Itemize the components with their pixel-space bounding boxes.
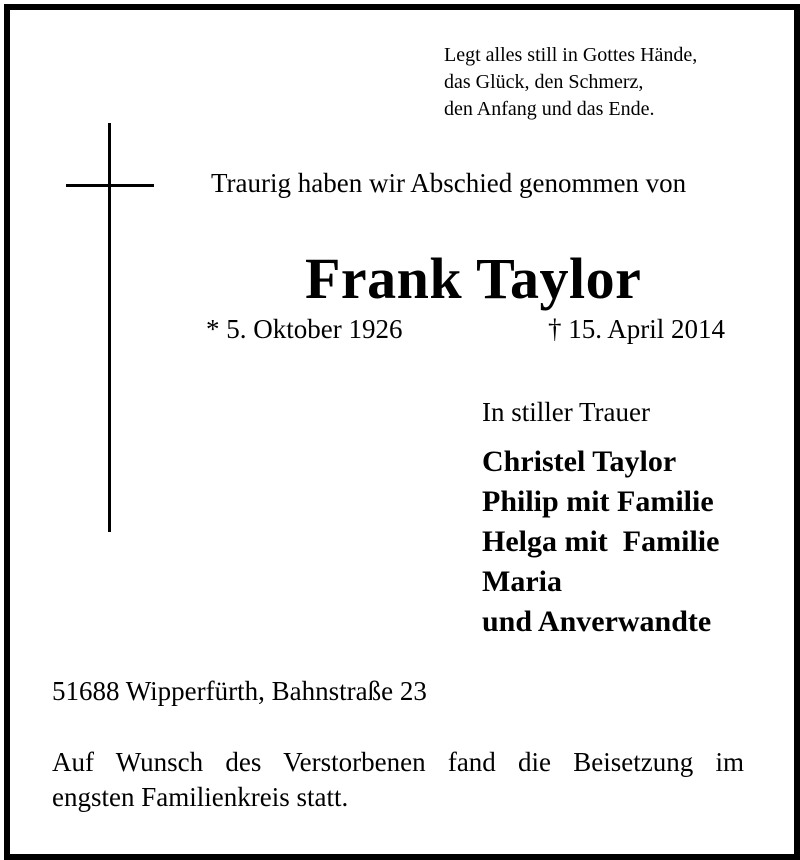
note-line: engsten Familienkreis statt.: [52, 782, 349, 812]
mourner: Maria: [482, 565, 562, 598]
mourners-list: [482, 442, 719, 642]
birth-date: * 5. Oktober 1926: [206, 314, 403, 344]
mourner: Christel Taylor: [482, 445, 677, 478]
burial-note: [52, 745, 744, 815]
notice-border: [4, 4, 800, 860]
mourning-phrase: In stiller Trauer: [482, 397, 650, 427]
verse-line: Legt alles still in Gottes Hände,: [444, 44, 698, 66]
mourner: Philip mit Familie: [482, 485, 714, 518]
address: 51688 Wipperfürth, Bahnstraße 23: [52, 676, 427, 706]
cross-horizontal-bar: [66, 184, 154, 187]
deceased-name: Frank Taylor: [305, 246, 642, 311]
mourner: und Anverwandte: [482, 605, 712, 638]
death-date: † 15. April 2014: [548, 314, 726, 344]
intro-text: Traurig haben wir Abschied genommen von: [211, 168, 687, 198]
mourner: Helga mit Familie: [482, 525, 720, 558]
verse: [444, 42, 697, 123]
verse-line: das Glück, den Schmerz,: [444, 71, 644, 93]
verse-line: den Anfang und das Ende.: [444, 98, 655, 120]
note-line: Auf Wunsch des Verstorbenen fand die Beisetzung im: [52, 747, 744, 777]
